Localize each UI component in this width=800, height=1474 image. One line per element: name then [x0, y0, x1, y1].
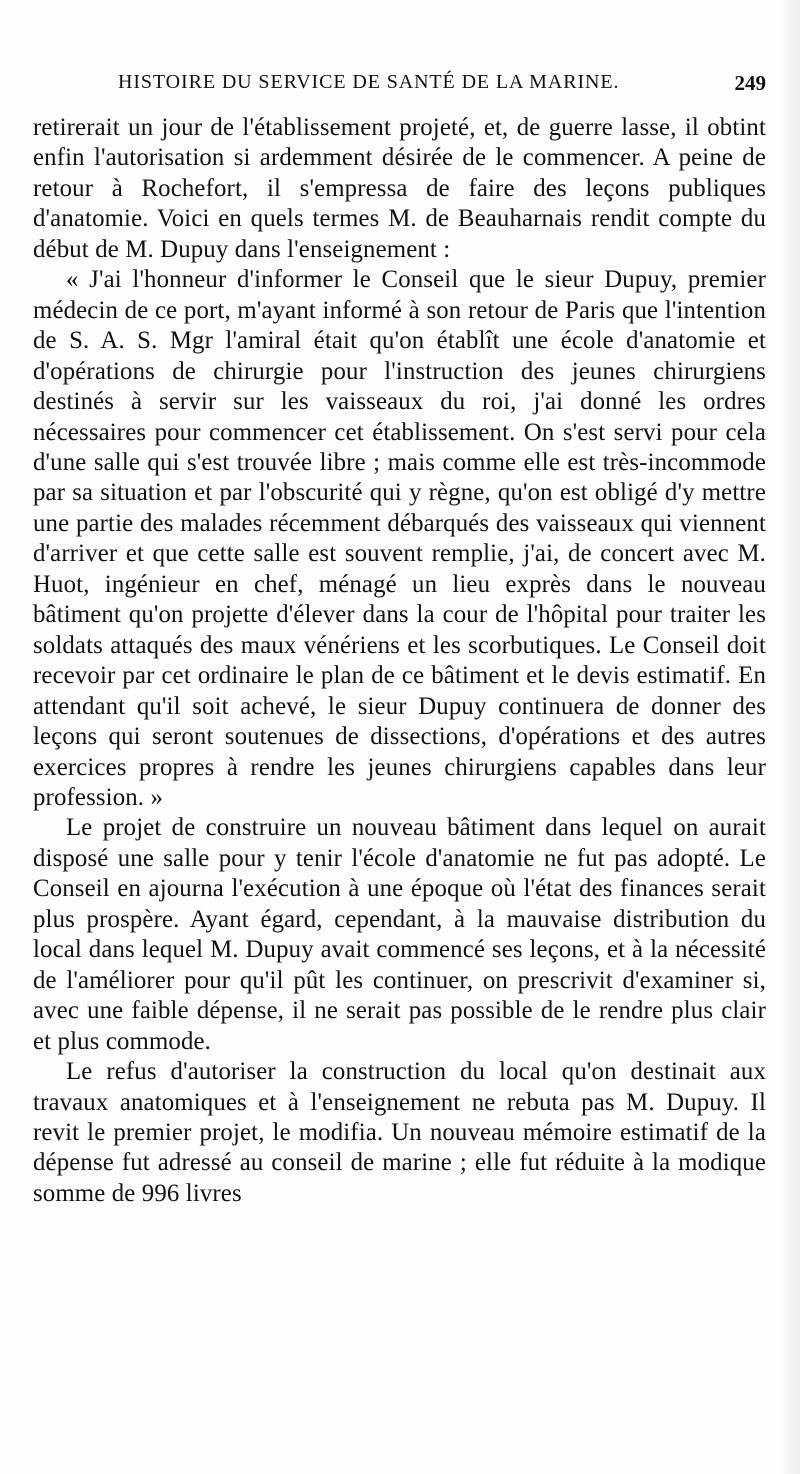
running-head: [33, 71, 766, 105]
paragraph: Le projet de construire un nouveau bâtiment dans lequel on aurait disposé une salle pour y tenir l'école d'anatomie ne fut pas adopté. Le Conseil en ajourna l'exécution à une époque où l'état des finances serait plus prospère. Ayant égard, cependant, à la mauvaise distribution du local dans lequel M. Dupuy avait commencé ses leçons, et à la nécessité de l'améliorer pour qu'il pût les continuer, on prescrivit d'examiner si, avec une faible dépense, il ne serait pas possible de le rendre plus clair et plus commode.: [33, 814, 766, 1055]
page-edge-shadow: [782, 0, 800, 1474]
running-title: HISTOIRE DU SERVICE DE SANTÉ DE LA MARINE.: [118, 71, 620, 93]
page-number: 249: [734, 71, 766, 95]
paragraph-quotation: « J'ai l'honneur d'informer le Conseil que le sieur Dupuy, premier médecin de ce port, m'ayant informé à son retour de Paris que l'intention de S. A. S. Mgr l'amiral était qu'on établît une école d'anatomie et d'opérations de chirurgie pour l'instruction des jeunes chirurgiens destinés à servir sur les vaisseaux du roi, j'ai donné les ordres nécessaires pour commencer cet établissement. On s'est servi pour cela d'une salle qui s'est trouvée libre ; mais comme elle est très-incommode par sa situation et par l'obscurité qui y règne, qu'on est obligé d'y mettre une partie des malades récemment débarqués des vaisseaux qui viennent d'arriver et que cette salle est souvent remplie, j'ai, de concert avec M. Huot, ingénieur en chef, ménagé un lieu exprès dans le nouveau bâtiment qu'on projette d'élever dans la cour de l'hôpital pour traiter les soldats attaqués des maux vénériens et les scorbutiques. Le Conseil doit recevoir par cet ordinaire le plan de ce bâtiment et le devis estimatif. En attendant qu'il soit achevé, le sieur Dupuy continuera de donner des leçons qui seront soutenues de dissections, d'opérations et des autres exercices propres à rendre les jeunes chirurgiens capables dans leur profession. »: [33, 266, 766, 811]
body-text: [33, 113, 766, 1209]
paragraph-continuation: retirerait un jour de l'établissement projeté, et, de guerre lasse, il obtint enfin l'autorisation si ardemment désirée de le commencer. A peine de retour à Rochefort, il s'empressa de faire des leçons publiques d'anatomie. Voici en quels termes M. de Beauharnais rendit compte du début de M. Dupuy dans l'enseignement :: [33, 114, 766, 263]
paragraph: Le refus d'autoriser la construction du local qu'on destinait aux travaux anatomiques et à l'enseignement ne rebuta pas M. Dupuy. Il revit le premier projet, le modifia. Un nouveau mémoire estimatif de la dépense fut adressé au conseil de marine ; elle fut réduite à la modique somme de 996 livres: [33, 1058, 766, 1207]
